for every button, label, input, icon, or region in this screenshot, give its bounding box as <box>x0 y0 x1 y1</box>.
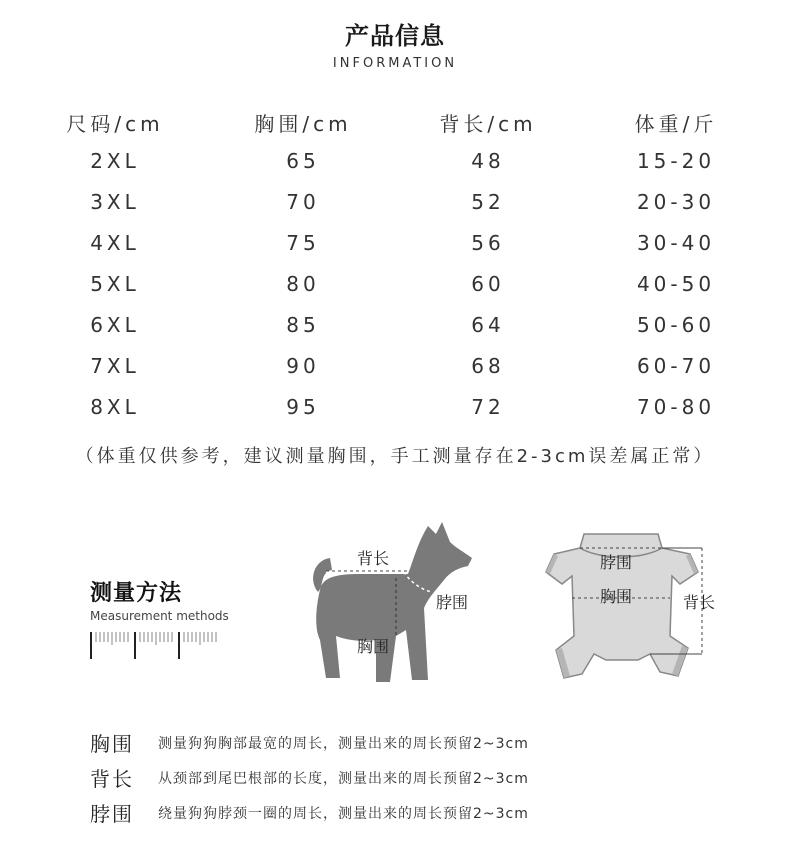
column-header: 背长/cm <box>439 112 537 136</box>
table-cell: 72 <box>471 395 505 419</box>
shirt-neck-label: 脖围 <box>600 553 633 572</box>
table-cell: 40-50 <box>636 272 716 296</box>
table-cell: 5XL <box>90 272 140 296</box>
table-cell: 30-40 <box>636 231 716 255</box>
table-cell: 64 <box>471 313 505 337</box>
table-cell: 56 <box>471 231 505 255</box>
dog-chest-label: 胸围 <box>357 637 390 656</box>
table-cell: 4XL <box>90 231 140 255</box>
legend-desc: 测量狗狗胸部最宽的周长，测量出来的周长预留2~3cm <box>158 736 529 752</box>
table-row <box>0 231 790 265</box>
method-title: 测量方法 <box>90 581 183 606</box>
legend-desc: 绕量狗狗脖颈一圈的周长，测量出来的周长预留2~3cm <box>158 806 529 822</box>
legend-term: 脖围 <box>90 802 134 826</box>
table-cell: 6XL <box>90 313 140 337</box>
table-cell: 60-70 <box>636 354 716 378</box>
legend-term: 背长 <box>90 767 134 791</box>
table-cell: 52 <box>471 190 505 214</box>
ruler-icon <box>90 632 222 660</box>
table-cell: 15-20 <box>636 149 716 173</box>
table-header-row <box>0 108 790 142</box>
legend-desc: 从颈部到尾巴根部的长度，测量出来的周长预留2~3cm <box>158 771 529 787</box>
shirt-chest-label: 胸围 <box>600 587 633 606</box>
dog-back-label: 背长 <box>357 549 390 568</box>
table-cell: 85 <box>286 313 320 337</box>
legend-item <box>90 763 690 793</box>
table-cell: 70 <box>286 190 320 214</box>
table-row <box>0 190 790 224</box>
page-subtitle: INFORMATION <box>332 56 458 71</box>
table-cell: 20-30 <box>636 190 716 214</box>
table-cell: 60 <box>471 272 505 296</box>
legend-item <box>90 728 690 758</box>
table-row <box>0 149 790 183</box>
table-row <box>0 395 790 429</box>
table-cell: 48 <box>471 149 505 173</box>
weight-note: （体重仅供参考，建议测量胸围，手工测量存在2-3cm误差属正常） <box>75 446 715 467</box>
table-cell: 80 <box>286 272 320 296</box>
table-cell: 50-60 <box>636 313 716 337</box>
dog-diagram <box>300 520 500 690</box>
table-cell: 68 <box>471 354 505 378</box>
dog-neck-label: 脖围 <box>436 593 469 612</box>
table-cell: 95 <box>286 395 320 419</box>
table-cell: 8XL <box>90 395 140 419</box>
column-header: 体重/斤 <box>634 112 718 136</box>
column-header: 胸围/cm <box>254 112 352 136</box>
table-cell: 7XL <box>90 354 140 378</box>
table-row <box>0 313 790 347</box>
table-cell: 3XL <box>90 190 140 214</box>
table-cell: 2XL <box>90 149 140 173</box>
method-subtitle: Measurement methods <box>90 609 229 623</box>
table-cell: 75 <box>286 231 320 255</box>
table-cell: 65 <box>286 149 320 173</box>
page-title: 产品信息 <box>345 22 445 50</box>
table-cell: 70-80 <box>636 395 716 419</box>
legend-item <box>90 798 690 828</box>
table-cell: 90 <box>286 354 320 378</box>
table-row <box>0 354 790 388</box>
table-row <box>0 272 790 306</box>
shirt-diagram <box>540 528 730 688</box>
legend-term: 胸围 <box>90 732 134 756</box>
shirt-back-label: 背长 <box>683 593 716 612</box>
column-header: 尺码/cm <box>66 112 164 136</box>
